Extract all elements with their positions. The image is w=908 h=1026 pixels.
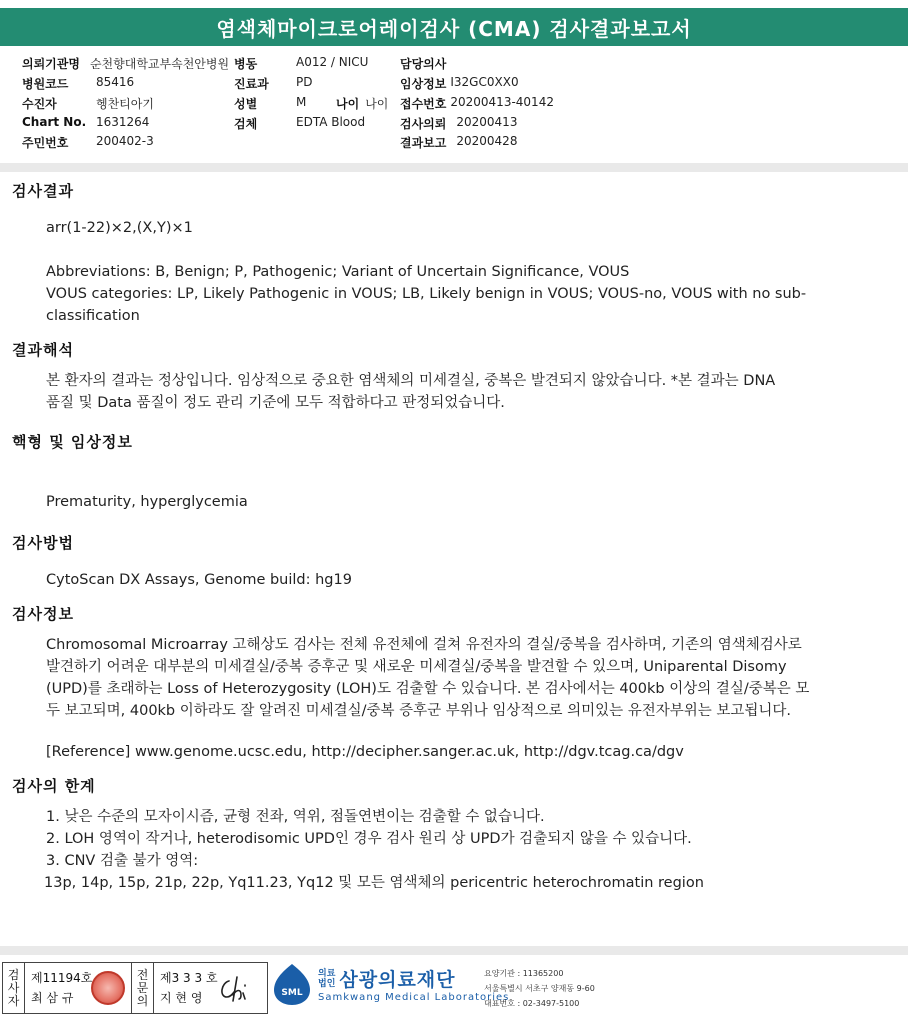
abbreviation-line-1: Abbreviations: B, Benign; P, Pathogenic; Variant of Uncertain Significance, VOUS <box>46 264 630 280</box>
reception-label: 접수번호 <box>400 97 447 111</box>
method-section-title: 검사방법 <box>12 534 74 552</box>
brand-contact-info <box>484 966 595 1011</box>
examiner-cell <box>25 963 132 1013</box>
examiner-license-no: 제11194호 <box>31 971 93 985</box>
interpretation-text <box>46 370 898 414</box>
footer-divider <box>0 946 908 955</box>
age-label: 나이 <box>336 97 360 111</box>
interpretation-line-1: 본 환자의 결과는 정상입니다. 임상적으로 중요한 염색체의 미세결실, 중복은 발견되지 않았습니다. *본 결과는 DNA <box>46 373 776 389</box>
abbreviation-line-3: classification <box>46 308 140 324</box>
institution-value: 순천향대학교부속천안병원 <box>89 57 230 71</box>
test-info-section-title: 검사정보 <box>12 605 74 623</box>
brand-prefix <box>318 969 335 989</box>
department-value: PD <box>296 75 313 89</box>
interpretation-line-2: 품질 및 Data 품질이 정도 관리 기준에 모두 적합하다고 판정되었습니다. <box>46 395 505 411</box>
reception-value: 20200413-40142 <box>450 95 554 109</box>
specialist-vertical-char: 문 <box>136 980 149 995</box>
limits-section-title: 검사의 한계 <box>12 777 96 795</box>
method-text: CytoScan DX Assays, Genome build: hg19 <box>46 572 352 588</box>
institution-address: 서울특별시 서초구 양재동 9-60 <box>484 984 595 993</box>
brand-prefix-line: 법인 <box>318 978 336 989</box>
test-info-text <box>46 634 898 722</box>
brand-prefix-line: 의료 <box>318 968 336 979</box>
ward-value: A012 / NICU <box>296 55 369 69</box>
test-info-line-2: 발견하기 어려운 대부분의 미세결실/중복 증후군 및 새로운 미세결실/중복을 발견할 수 있으며, Uniparental Disomy <box>46 659 787 675</box>
test-request-value: 20200413 <box>456 115 518 129</box>
interpretation-section-title: 결과해석 <box>12 341 74 359</box>
patient-info-block <box>22 55 902 155</box>
sex-label: 성별 <box>234 97 258 111</box>
resident-no-label: 주민번호 <box>22 136 69 150</box>
brand-block <box>272 962 509 1006</box>
limit-item-3: 3. CNV 검출 불가 영역: <box>46 853 199 869</box>
report-date-label: 결과보고 <box>400 136 447 150</box>
clinical-info-label: 임상정보 <box>400 77 447 91</box>
test-info-line-1: Chromosomal Microarray 고해상도 검사는 전체 유전체에 걸쳐 유전자의 결실/중복을 검사하며, 기존의 염색체검사로 <box>46 637 802 653</box>
signature-box <box>2 962 268 1014</box>
brand-name: 삼광의료재단 <box>339 969 456 991</box>
institution-label: 의뢰기관명 <box>22 57 80 71</box>
test-info-line-4: 두 보고되며, 400kb 이하라도 잘 알려진 미세결실/중복 증후군 부위나 임상적으로 의미있는 유전자부위는 보고됩니다. <box>46 703 792 719</box>
clinical-info-value: I32GC0XX0 <box>450 75 519 89</box>
handwritten-signature-icon <box>217 973 251 1005</box>
specialist-license-no: 제3 3 3 호 <box>160 971 218 985</box>
brand-text <box>318 965 509 1003</box>
limit-item-2: 2. LOH 영역이 작거나, heterodisomic UPD인 경우 검사 원리 상 UPD가 검출되지 않을 수 있습니다. <box>46 831 692 847</box>
resident-no-value: 200402-3 <box>96 134 154 148</box>
physician-label: 담당의사 <box>400 57 447 71</box>
seal-stamp-icon <box>91 971 125 1005</box>
examiner-name: 최 삼 규 <box>31 991 74 1005</box>
specialist-vertical-char: 의 <box>136 993 149 1008</box>
sml-logo-icon <box>272 962 312 1006</box>
limit-item-1: 1. 낮은 수준의 모자이시즘, 균형 전좌, 역위, 점돌연변이는 검출할 수 없습니다. <box>46 809 545 825</box>
hospital-code-value: 85416 <box>96 75 135 89</box>
institution-number: 요양기관 : 11365200 <box>484 969 564 978</box>
chart-no-label: Chart No. <box>22 115 87 129</box>
report-footer <box>0 960 908 1020</box>
examiner-vertical-label <box>3 963 25 1013</box>
result-section-title: 검사결과 <box>12 182 74 200</box>
header-divider <box>0 163 908 172</box>
specialist-vertical-label <box>132 963 154 1013</box>
ward-label: 병동 <box>234 57 258 71</box>
sex-value: M <box>296 95 307 109</box>
institution-phone: 대표번호 : 02-3497-5100 <box>484 999 580 1008</box>
limit-item-4: 13p, 14p, 15p, 21p, 22p, Yq11.23, Yq12 및 모든 염색체의 pericentric heterochromatin region <box>44 875 704 891</box>
clinical-text: Prematurity, hyperglycemia <box>46 494 248 510</box>
age-value: 나이 <box>365 97 389 111</box>
specialist-vertical-char: 전 <box>136 967 149 982</box>
limits-text <box>46 806 898 894</box>
report-title: 염색체마이크로어레이검사 (CMA) 검사결과보고서 <box>0 8 908 46</box>
examiner-vertical-char: 검 <box>7 967 20 982</box>
test-info-line-3: (UPD)를 초래하는 Loss of Heterozygosity (LOH)도 검출할 수 있습니다. 본 검사에서는 400kb 이상의 결실/중복은 모 <box>46 681 810 697</box>
recipient-label: 수진자 <box>22 97 57 111</box>
abbreviation-line-2: VOUS categories: LP, Likely Pathogenic in VOUS; LB, Likely benign in VOUS; VOUS-no, VOUS with no sub- <box>46 286 807 302</box>
report-date-value: 20200428 <box>456 134 518 148</box>
specialist-cell <box>154 963 261 1013</box>
examiner-vertical-char: 사 <box>7 980 20 995</box>
specimen-label: 검체 <box>234 117 258 131</box>
result-abbreviations <box>46 261 898 327</box>
brand-english-name: Samkwang Medical Laboratories <box>318 992 510 1003</box>
clinical-section-title: 핵형 및 임상정보 <box>12 433 133 451</box>
logo-text: SML <box>281 988 303 998</box>
specialist-name: 지 현 영 <box>160 991 203 1005</box>
hospital-code-label: 병원코드 <box>22 77 69 91</box>
chart-no-value: 1631264 <box>96 115 150 129</box>
result-karyotype: arr(1-22)×2,(X,Y)×1 <box>46 220 193 236</box>
reference-links: [Reference] www.genome.ucsc.edu, http://decipher.sanger.ac.uk, http://dgv.tcag.ca/dgv <box>46 744 684 760</box>
specimen-value: EDTA Blood <box>296 115 366 129</box>
test-request-label: 검사의뢰 <box>400 117 447 131</box>
recipient-value: 헹찬티아기 <box>96 97 154 111</box>
department-label: 진료과 <box>234 77 269 91</box>
examiner-vertical-char: 자 <box>7 993 20 1008</box>
